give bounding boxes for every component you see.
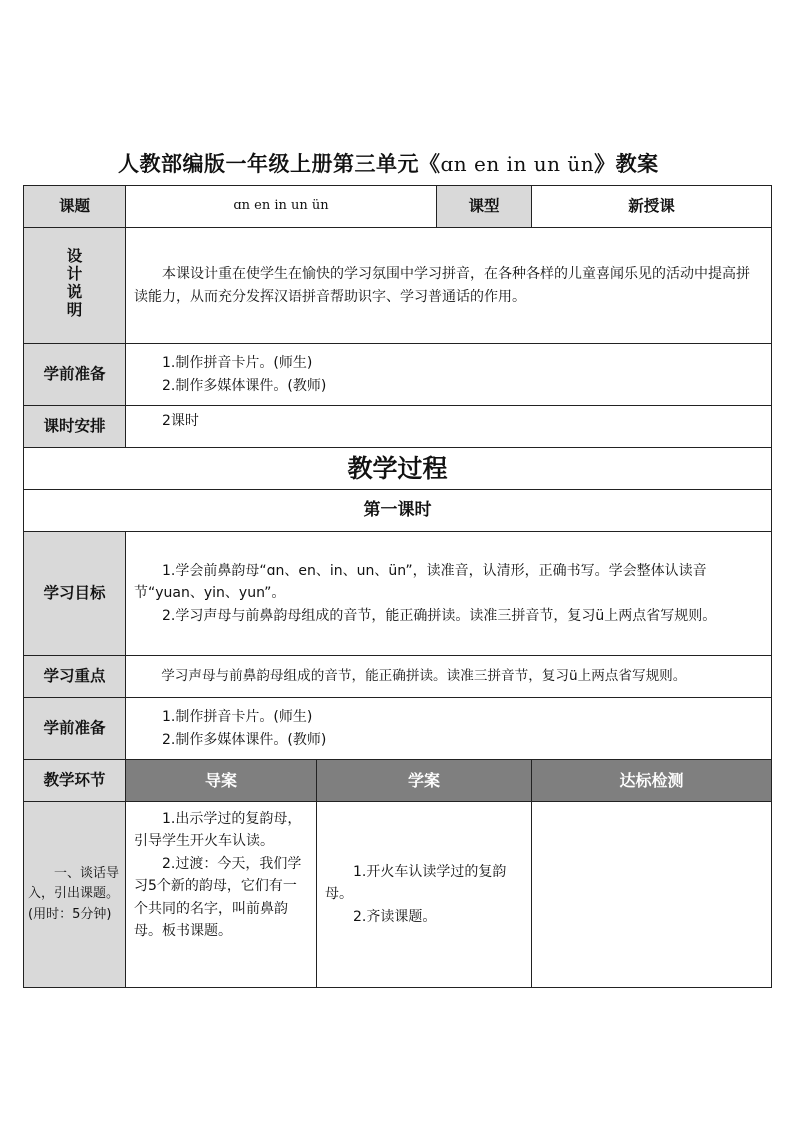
type-value: 新授课	[532, 186, 772, 228]
lesson-title: 第一课时	[24, 490, 772, 532]
prep2-row	[24, 698, 772, 760]
title-prefix: 人教部编版一年级上册第三单元《	[118, 152, 441, 176]
focus-label: 学习重点	[24, 656, 126, 698]
prep2-item: 2.制作多媒体课件。(教师)	[162, 731, 327, 748]
process-title: 教学过程	[24, 448, 772, 490]
guide-item: 1.出示学过的复韵母，引导学生开火车认读。	[134, 811, 302, 850]
design-text-cell	[126, 228, 772, 344]
prep-label: 学前准备	[24, 344, 126, 406]
header-guide: 导案	[126, 760, 317, 802]
hours-label: 课时安排	[24, 406, 126, 448]
step1-study	[317, 802, 532, 988]
prep-row	[24, 344, 772, 406]
prep-item: 1.制作拼音卡片。(师生)	[162, 355, 313, 372]
step1-label: 一、谈话导入，引出课题。(用时：5分钟)	[24, 802, 126, 988]
prep2-cell	[126, 698, 772, 760]
lesson-plan-table	[23, 185, 772, 988]
hours-cell	[126, 406, 772, 448]
title-pinyin: ɑn en in un ün	[440, 152, 595, 176]
goal-item: 1.学会前鼻韵母“ɑn、en、in、un、ün”，读准音，认清形，正确书写。学会整体认读音节“yuan、yin、yun”。	[134, 562, 707, 602]
header-check: 达标检测	[532, 760, 772, 802]
step1-row	[24, 802, 772, 988]
focus-cell	[126, 656, 772, 698]
design-row	[24, 228, 772, 344]
prep-cell	[126, 344, 772, 406]
process-title-row	[24, 448, 772, 490]
step1-guide	[126, 802, 317, 988]
study-item: 1.开火车认读学过的复韵母。	[325, 863, 507, 903]
goal-item: 2.学习声母与前鼻韵母组成的音节，能正确拼读。读准三拼音节，复习ü上两点省写规则。	[162, 607, 717, 624]
prep2-item: 1.制作拼音卡片。(师生)	[162, 709, 313, 726]
header-step: 教学环节	[24, 760, 126, 802]
goals-cell	[126, 532, 772, 656]
goals-label: 学习目标	[24, 532, 126, 656]
design-label: 设计说明	[24, 228, 126, 344]
process-header-row	[24, 760, 772, 802]
topic-label: 课题	[24, 186, 126, 228]
header-study: 学案	[317, 760, 532, 802]
prep2-label: 学前准备	[24, 698, 126, 760]
topic-row	[24, 186, 772, 228]
document-title	[118, 148, 738, 178]
step1-check	[532, 802, 772, 988]
guide-item: 2.过渡：今天，我们学习5个新的韵母，它们有一个共同的名字，叫前鼻韵母。板书课题。	[134, 855, 302, 939]
title-suffix: 》教案	[594, 152, 659, 176]
prep-item: 2.制作多媒体课件。(教师)	[162, 377, 327, 394]
study-item: 2.齐读课题。	[353, 908, 437, 925]
lesson-title-row	[24, 490, 772, 532]
type-label: 课型	[437, 186, 532, 228]
hours-value: 2课时	[162, 413, 199, 429]
design-text: 本课设计重在使学生在愉快的学习氛围中学习拼音，在各种各样的儿童喜闻乐见的活动中提高拼读能力，从而充分发挥汉语拼音帮助识字、学习普通话的作用。	[134, 266, 750, 305]
goals-row	[24, 532, 772, 656]
topic-value: ɑn en in un ün	[126, 186, 437, 228]
hours-row	[24, 406, 772, 448]
focus-text: 学习声母与前鼻韵母组成的音节，能正确拼读。读准三拼音节，复习ü上两点省写规则。	[161, 667, 687, 684]
focus-row	[24, 656, 772, 698]
